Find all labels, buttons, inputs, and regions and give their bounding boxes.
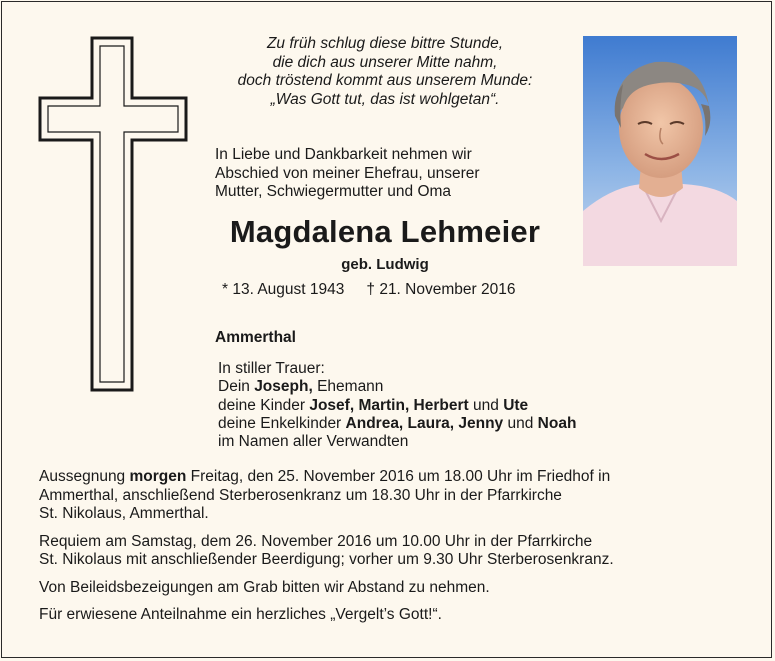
text-segment: deine Kinder: [218, 396, 310, 414]
service-details: [39, 468, 739, 634]
children-names: Josef, Martin, Herbert: [309, 396, 469, 414]
poem-line: Zu früh schlug diese bittre Stunde,: [266, 35, 504, 52]
poem: [205, 35, 565, 109]
requiem-paragraph: [39, 533, 739, 570]
text-segment: Ammerthal, anschließend Sterberosenkranz um 18.30 Uhr in der Pfarrkirche: [39, 486, 562, 504]
text-segment: Aussegnung: [39, 468, 130, 485]
grandchildren-names: Andrea, Laura, Jenny: [345, 414, 504, 432]
text-segment: Dein: [218, 378, 255, 396]
mourners-block: [218, 360, 658, 451]
portrait-photo: [583, 36, 737, 266]
mourner-line: [218, 415, 658, 433]
condolence-note: Von Beileidsbezeigungen am Grab bitten wir Abstand zu nehmen.: [39, 578, 490, 596]
hometown: Ammerthal: [215, 329, 296, 346]
poem-line: doch tröstend kommt aus unserem Munde:: [237, 72, 533, 89]
poem-line: „Was Gott tut, das ist wohlgetan“.: [270, 90, 500, 108]
spouse-name: Joseph,: [254, 378, 313, 396]
text-segment: und: [468, 396, 504, 414]
text-segment: deine Enkelkinder: [218, 414, 346, 432]
text-segment: und: [503, 414, 538, 432]
death-date: † 21. November 2016: [366, 281, 516, 298]
thanks-note: Für erwiesene Anteilnahme ein herzliches „Vergelt’s Gott!“.: [39, 606, 442, 623]
life-dates: [222, 281, 582, 299]
blessing-paragraph: [39, 468, 739, 524]
children-names: Ute: [503, 396, 529, 414]
mourner-line: [218, 397, 658, 415]
grandchildren-names: Noah: [537, 414, 577, 432]
intro-line: In Liebe und Dankbarkeit nehmen wir: [215, 146, 472, 163]
mourner-line: [218, 378, 658, 396]
text-segment: Ehemann: [312, 378, 384, 396]
poem-line: die dich aus unserer Mitte nahm,: [272, 53, 498, 71]
text-segment: St. Nikolaus, Ammerthal.: [39, 505, 209, 522]
text-segment: Requiem am Samstag, dem 26. November 2016 um 10.00 Uhr in der Pfarrkirche: [39, 532, 593, 550]
emphasis: morgen: [129, 468, 187, 485]
mourners-heading: In stiller Trauer:: [218, 360, 325, 377]
text-segment: Freitag, den 25. November 2016 um 18.00 Uhr im Friedhof in: [186, 468, 611, 485]
mourner-line: im Namen aller Verwandten: [218, 433, 409, 451]
deceased-name: Magdalena Lehmeier: [229, 214, 541, 249]
intro-line: Abschied von meiner Ehefrau, unserer: [215, 164, 480, 182]
birth-date: * 13. August 1943: [222, 281, 345, 298]
maiden-name: geb. Ludwig: [341, 256, 429, 273]
text-segment: St. Nikolaus mit anschließender Beerdigung; vorher um 9.30 Uhr Sterberosenkranz.: [39, 551, 614, 568]
intro-line: Mutter, Schwiegermutter und Oma: [215, 183, 452, 200]
intro-text: [215, 146, 545, 202]
cross-icon: [38, 36, 188, 392]
